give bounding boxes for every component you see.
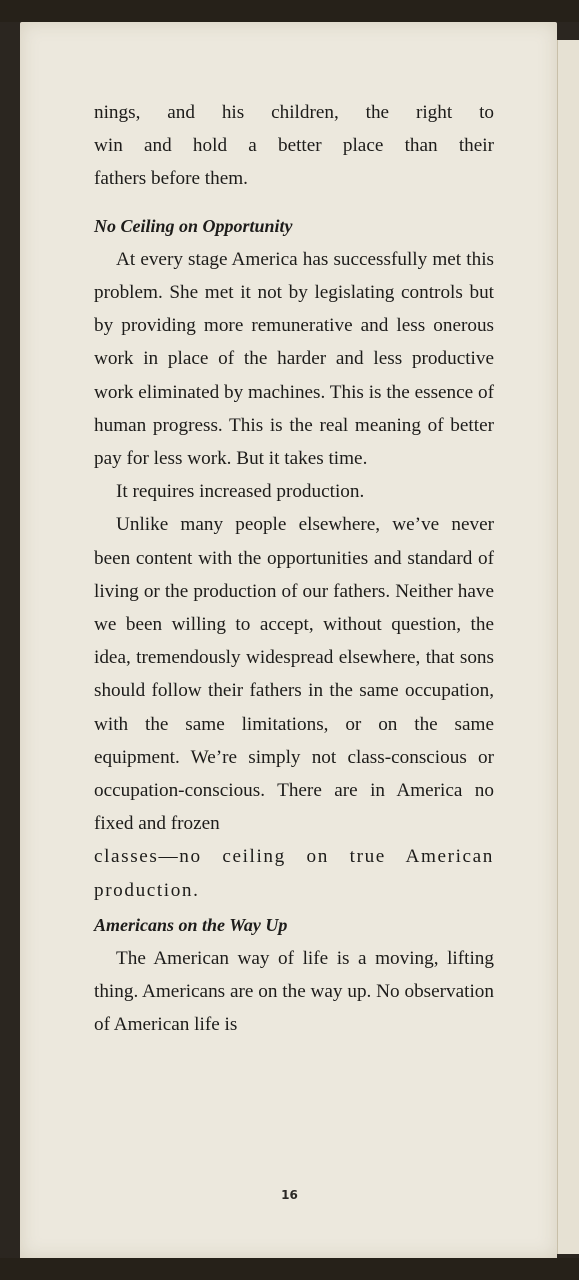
paragraph-unlike-many: Unlike many people elsewhere, we’ve never been content with the opportunities and standard of living or the production of our fathers. Neither have we been willing to accept, without question, the idea, tremendously widespread elsewhere, that sons should follow their fathers in the same occupation, with the same limitations, or on the same equipment. We’re simply not class-conscious or occupation-conscious. There are in America no fixed and frozen [94,514,494,835]
next-page-edge [557,40,579,1254]
page-number: 16 [281,1188,298,1202]
intro-line-3: fathers before them. [94,168,248,190]
paragraph-american-way: The American way of life is a moving, lifting thing. Americans are on the way up. No observation of American life is [94,948,494,1036]
section-heading-no-ceiling: No Ceiling on Opportunity [94,215,293,236]
page-text-block [94,96,494,1042]
paragraph-every-stage: At every stage America has successfully met this problem. She met it not by legislating controls but by providing more remunerative and less onerous work in place of the harder and less productive work eliminated by machines. This is the essence of human progress. This is the real meaning of better pay for less work. But it takes time. [94,248,494,470]
intro-line-2: win and hold a better place than their [94,135,494,157]
intro-line-1: nings, and his children, the right to [94,102,494,123]
paragraph-classes-line: classes—no ceiling on true American production. [94,846,494,901]
scan-background-top [0,0,579,22]
paragraph-increased-production: It requires increased production. [116,481,365,503]
scan-background-bottom [0,1258,579,1280]
section-heading-way-up: Americans on the Way Up [94,914,288,935]
